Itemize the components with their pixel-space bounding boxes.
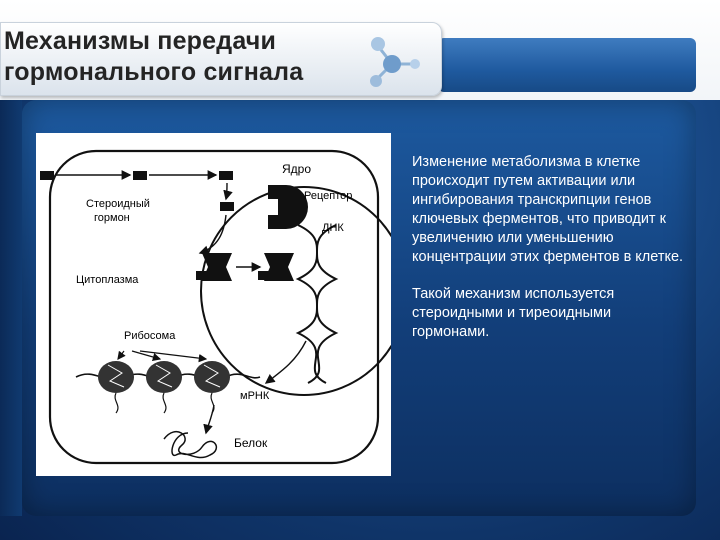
label-steroid-hormone-1: Стероидный (86, 198, 150, 210)
ribosome-icon (98, 361, 134, 413)
label-nucleus: Ядро (282, 162, 312, 176)
receptor-shape (268, 185, 308, 229)
label-protein: Белок (234, 436, 268, 450)
label-mrna: мРНК (240, 390, 270, 402)
protein-shape (164, 432, 216, 458)
label-ribosome: Рибосома (124, 330, 176, 342)
paragraph-mechanism: Изменение метаболизма в клетке происходит путем активации или ингибирования транскрипции генов ключевых ферментов, что приводит к увеличению или уменьшению концентрации этих ферментов в клетке. (412, 154, 684, 265)
title-accent-stripe (438, 38, 696, 92)
description-text (412, 153, 684, 360)
hormone-molecule (219, 171, 233, 180)
ribosome-icon (194, 361, 230, 413)
cell-diagram (36, 133, 391, 476)
label-steroid-hormone-2: гормон (94, 212, 130, 224)
left-edge-strip (0, 100, 22, 516)
label-dna: ДНК (322, 222, 344, 234)
ribosome-icon (146, 361, 182, 413)
hormone-molecule (220, 202, 234, 211)
hormone-molecule (40, 171, 54, 180)
hormone-molecule (133, 171, 147, 180)
slide-title: Механизмы передачи гормонального сигнала (4, 27, 304, 86)
label-receptor: Рецептор (304, 190, 353, 202)
label-cytoplasm: Цитоплазма (76, 274, 139, 286)
paragraph-usage: Такой механизм используется стероидными и тиреоидными гормонами. (412, 286, 615, 340)
